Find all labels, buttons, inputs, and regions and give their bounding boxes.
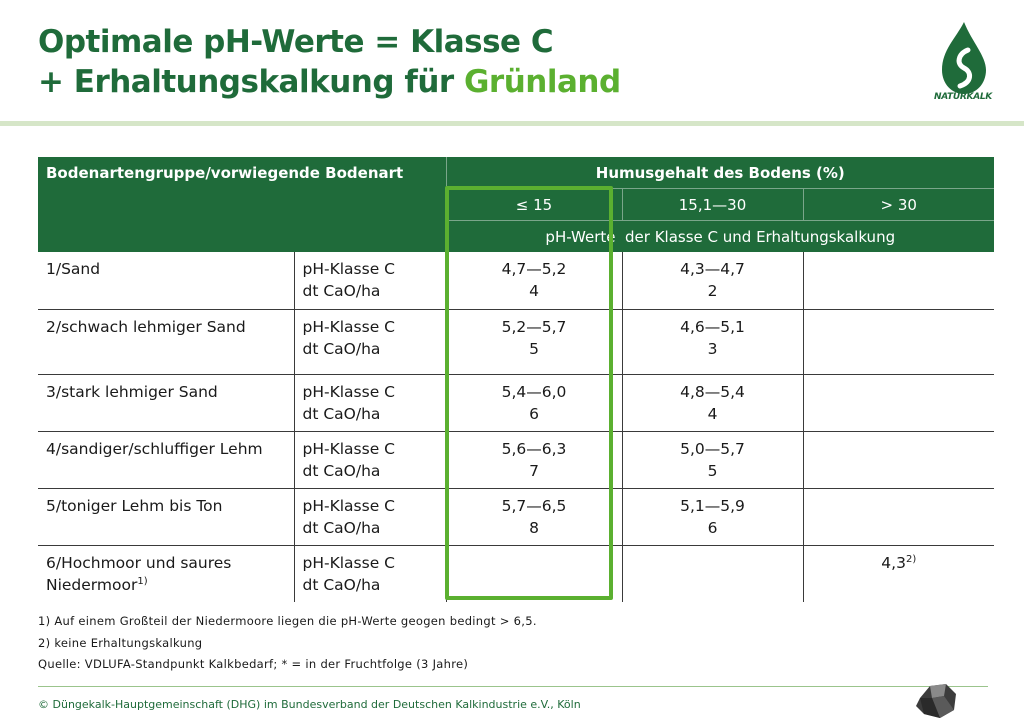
soil-type: 4/sandiger/schluffiger Lehm xyxy=(38,431,294,488)
logo-text: NATURKALK xyxy=(934,92,992,102)
cell-humus-3 xyxy=(803,545,994,602)
metric-ph-label: pH-Klasse C xyxy=(302,317,395,336)
footer-divider xyxy=(38,686,988,687)
cao-value: 6 xyxy=(707,518,718,537)
metric-labels xyxy=(294,545,446,602)
ph-value: 4,8—5,4 xyxy=(680,382,745,401)
ph-value: 4,3—4,7 xyxy=(680,260,745,278)
cell-humus-2 xyxy=(622,374,803,431)
metric-cao-label: dt CaO/ha xyxy=(302,518,381,537)
cell-humus-3 xyxy=(803,374,994,431)
ph-value: 5,4—6,0 xyxy=(501,382,567,401)
metric-ph-label: pH-Klasse C xyxy=(302,553,395,572)
footnote-2-marker: 2) xyxy=(905,553,917,565)
cao-value: 5 xyxy=(529,339,539,358)
metric-ph-label: pH-Klasse C xyxy=(302,496,395,515)
cell-humus-2 xyxy=(622,545,803,602)
ph-value: 5,7—6,5 xyxy=(501,496,567,515)
metric-labels xyxy=(294,252,446,309)
footnote-2: 2) keine Erhaltungskalkung xyxy=(38,635,203,650)
cell-humus-2 xyxy=(622,488,803,545)
ph-value: 5,1—5,9 xyxy=(680,496,745,515)
source-note: Quelle: VDLUFA-Standpunkt Kalkbedarf; * = in der Fruchtfolge (3 Jahre) xyxy=(38,657,469,671)
cao-value: 5 xyxy=(707,461,718,480)
soil-type xyxy=(38,545,294,602)
cao-value: 8 xyxy=(529,518,539,537)
header-soil-group: Bodenartengruppe/vorwiegende Bodenart xyxy=(38,157,446,252)
footnote-1: 1) Auf einem Großteil der Niedermoore liegen die pH-Werte geogen bedingt > 6,5. xyxy=(38,614,537,628)
ph-value: 5,0—5,7 xyxy=(680,439,745,458)
footnotes xyxy=(38,611,537,676)
cao-value: 6 xyxy=(529,404,539,423)
cao-value: 2 xyxy=(707,282,718,300)
cell-humus-2 xyxy=(622,309,803,374)
ph-value: 5,6—6,3 xyxy=(501,439,567,458)
metric-cao-label: dt CaO/ha xyxy=(302,282,381,300)
metric-cao-label: dt CaO/ha xyxy=(302,461,381,480)
title-line-2-prefix: + Erhaltungskalkung für xyxy=(38,64,464,100)
metric-labels xyxy=(294,488,446,545)
cao-value: 7 xyxy=(529,461,539,480)
soil-type-line-2 xyxy=(46,574,286,596)
title-divider xyxy=(0,121,1024,126)
cell-humus-3 xyxy=(803,309,994,374)
soil-type-line-1: 6/Hochmoor und saures xyxy=(46,553,232,572)
limestone-icon xyxy=(914,680,960,720)
cao-value: 4 xyxy=(529,282,539,300)
header-humus: Humusgehalt des Bodens (%) xyxy=(446,157,994,189)
soil-type: 3/stark lehmiger Sand xyxy=(38,374,294,431)
footnote-1-marker: 1) xyxy=(137,575,148,587)
metric-ph-label: pH-Klasse C xyxy=(302,439,395,458)
metric-cao-label: dt CaO/ha xyxy=(302,339,381,358)
cell-humus-2 xyxy=(622,431,803,488)
highlight-frame xyxy=(445,186,613,600)
cao-value: 4 xyxy=(707,404,718,423)
cell-humus-2 xyxy=(622,252,803,309)
soil-type-line-2-text: Niedermoor xyxy=(46,575,138,594)
humus-col-1: ≤ 15 xyxy=(446,189,622,221)
metric-cao-label: dt CaO/ha xyxy=(302,575,381,594)
humus-col-3: > 30 xyxy=(803,189,994,221)
title-line-2 xyxy=(38,62,621,102)
cao-value: 3 xyxy=(707,339,718,358)
cell-humus-3 xyxy=(803,431,994,488)
ph-value: 5,2—5,7 xyxy=(501,317,567,336)
metric-cao-label: dt CaO/ha xyxy=(302,404,381,423)
ph-value: 4,7—5,2 xyxy=(501,260,567,278)
page-title xyxy=(38,22,621,102)
humus-col-2: 15,1—30 xyxy=(622,189,803,221)
cell-humus-3 xyxy=(803,488,994,545)
metric-ph-label: pH-Klasse C xyxy=(302,382,395,401)
ph-value: 4,6—5,1 xyxy=(680,317,745,336)
title-line-1: Optimale pH-Werte = Klasse C xyxy=(38,24,554,60)
metric-labels xyxy=(294,431,446,488)
footer-copyright: © Düngekalk-Hauptgemeinschaft (DHG) im Bundesverband der Deutschen Kalkindustrie e.V., Köln xyxy=(38,698,581,711)
metric-labels xyxy=(294,374,446,431)
soil-type: 5/toniger Lehm bis Ton xyxy=(38,488,294,545)
title-accent: Grünland xyxy=(463,64,621,100)
ph-value: 4,3 xyxy=(881,553,906,572)
metric-ph-label: pH-Klasse C xyxy=(302,260,395,278)
header-ph-class: pH-Werte der Klasse C und Erhaltungskalkung xyxy=(446,221,994,253)
soil-type: 2/schwach lehmiger Sand xyxy=(38,309,294,374)
soil-type: 1/Sand xyxy=(38,252,294,309)
cell-humus-3 xyxy=(803,252,994,309)
metric-labels xyxy=(294,309,446,374)
